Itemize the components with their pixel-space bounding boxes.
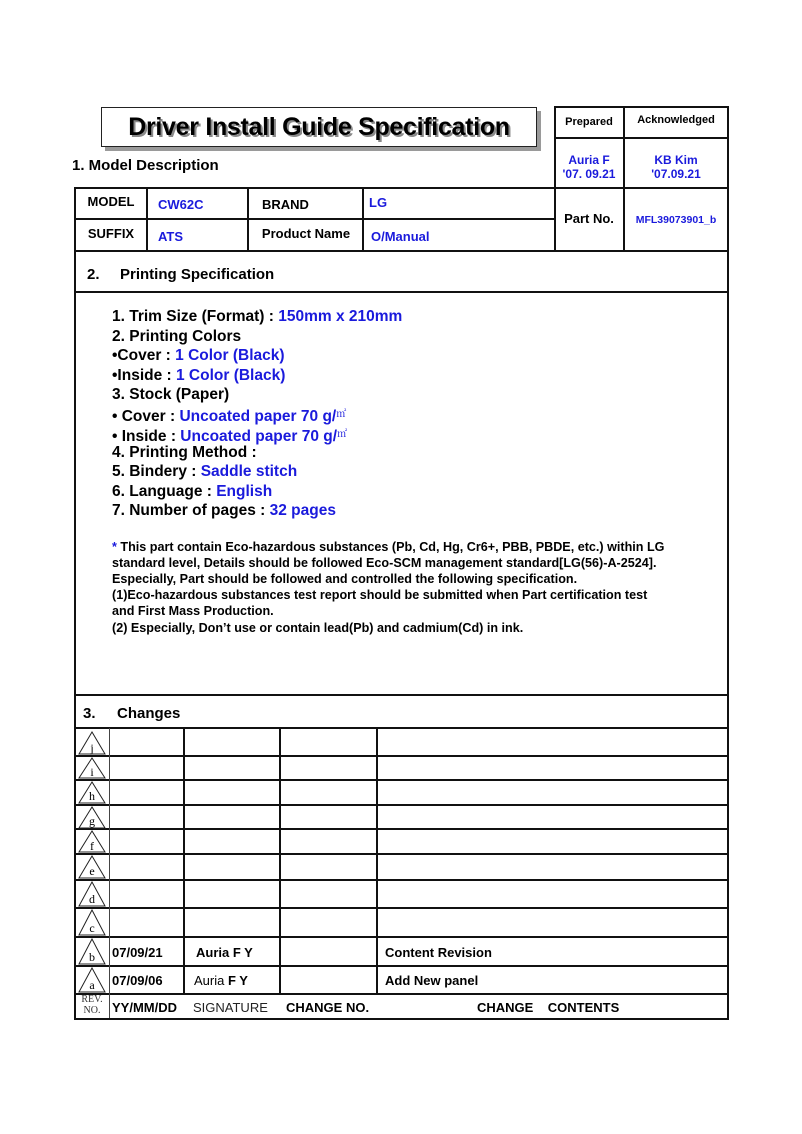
acknowledged-date: '07.09.21 — [651, 167, 701, 181]
rev-triangle-h: h — [76, 781, 108, 804]
section2-heading: Printing Specification — [120, 266, 275, 283]
part-no-value: MFL39073901_b — [635, 214, 717, 226]
footer-change-no-label: CHANGE NO. — [286, 1000, 370, 1015]
section3-heading: Changes — [117, 705, 181, 722]
eco-note-line-2: standard level, Details should be followed Eco-SCM management standard[LG(56)-A-2524]. — [112, 556, 657, 570]
section2-number: 2. — [87, 266, 100, 283]
eco-note-line-1: * This part contain Eco-hazardous substances (Pb, Cd, Hg, Cr6+, PBB, PBDE, etc.) within LG — [112, 540, 665, 554]
suffix-value: ATS — [158, 229, 184, 244]
rev-triangle-f: f — [76, 830, 108, 853]
rev-triangle-a: a — [76, 967, 108, 993]
prepared-name: Auria F — [568, 153, 610, 167]
row-a-date: 07/09/06 — [112, 973, 163, 988]
rev-triangle-c: c — [76, 909, 108, 936]
acknowledged-label: Acknowledged — [637, 114, 715, 126]
suffix-label: SUFFIX — [87, 226, 135, 241]
eco-note-line-6: (2) Especially, Don’t use or contain lead(Pb) and cadmium(Cd) in ink. — [112, 621, 524, 635]
rev-triangle-b: b — [76, 938, 108, 965]
spec-number-of-pages: 7. Number of pages : 32 pages — [112, 502, 336, 519]
spec-stock: 3. Stock (Paper) — [112, 386, 230, 403]
prepared-label: Prepared — [565, 116, 613, 128]
spec-printing-method: 4. Printing Method : — [112, 444, 257, 461]
eco-note-line-5: and First Mass Production. — [112, 604, 274, 618]
row-a-signature: Auria F Y — [194, 973, 248, 988]
brand-value: LG — [369, 195, 388, 210]
rev-triangle-d: d — [76, 881, 108, 907]
asterisk-icon: * — [112, 540, 117, 554]
model-value: CW62C — [158, 197, 204, 212]
spec-bindery: 5. Bindery : Saddle stitch — [112, 463, 298, 480]
product-name-value: O/Manual — [371, 229, 430, 244]
spec-inside-stock: • Inside : Uncoated paper 70 g/㎡ — [112, 428, 348, 445]
prepared-date: '07. 09.21 — [562, 167, 616, 181]
section3-number: 3. — [83, 705, 96, 722]
spec-printing-colors: 2. Printing Colors — [112, 328, 242, 345]
eco-note-line-4: (1)Eco-hazardous substances test report should be submitted when Part certification test — [112, 588, 648, 602]
spec-inside-color: •Inside : 1 Color (Black) — [112, 367, 286, 384]
spec-cover-color: •Cover : 1 Color (Black) — [112, 347, 285, 364]
model-label: MODEL — [87, 194, 135, 209]
document-title-box — [101, 107, 537, 147]
row-a-contents: Add New panel — [385, 973, 479, 988]
row-b-contents: Content Revision — [385, 945, 492, 960]
rev-triangle-g: g — [76, 806, 108, 829]
spec-trim-size: 1. Trim Size (Format) : 150mm x 210mm — [112, 308, 403, 325]
rev-no-label: REV. NO. — [81, 994, 103, 1016]
part-no-label: Part No. — [564, 211, 614, 226]
rev-triangle-e: e — [76, 855, 108, 879]
brand-label: BRAND — [262, 197, 309, 212]
footer-date-label: YY/MM/DD — [112, 1000, 177, 1015]
spec-language: 6. Language : English — [112, 483, 273, 500]
rev-triangle-i: i — [76, 757, 108, 779]
product-name-label: Product Name — [261, 226, 351, 241]
row-b-date: 07/09/21 — [112, 945, 163, 960]
spec-cover-stock: • Cover : Uncoated paper 70 g/㎡ — [112, 408, 347, 425]
row-b-signature: Auria F Y — [196, 945, 253, 960]
footer-signature-label: SIGNATURE — [193, 1000, 268, 1015]
rev-triangle-j: j — [76, 731, 108, 755]
acknowledged-name: KB Kim — [654, 153, 698, 167]
eco-note-line-3: Especially, Part should be followed and controlled the following specification. — [112, 572, 578, 586]
section1-heading: 1. Model Description — [72, 157, 219, 174]
document-title: Driver Install Guide Specification — [128, 112, 510, 141]
footer-contents-label: CHANGE CONTENTS — [477, 1000, 620, 1015]
